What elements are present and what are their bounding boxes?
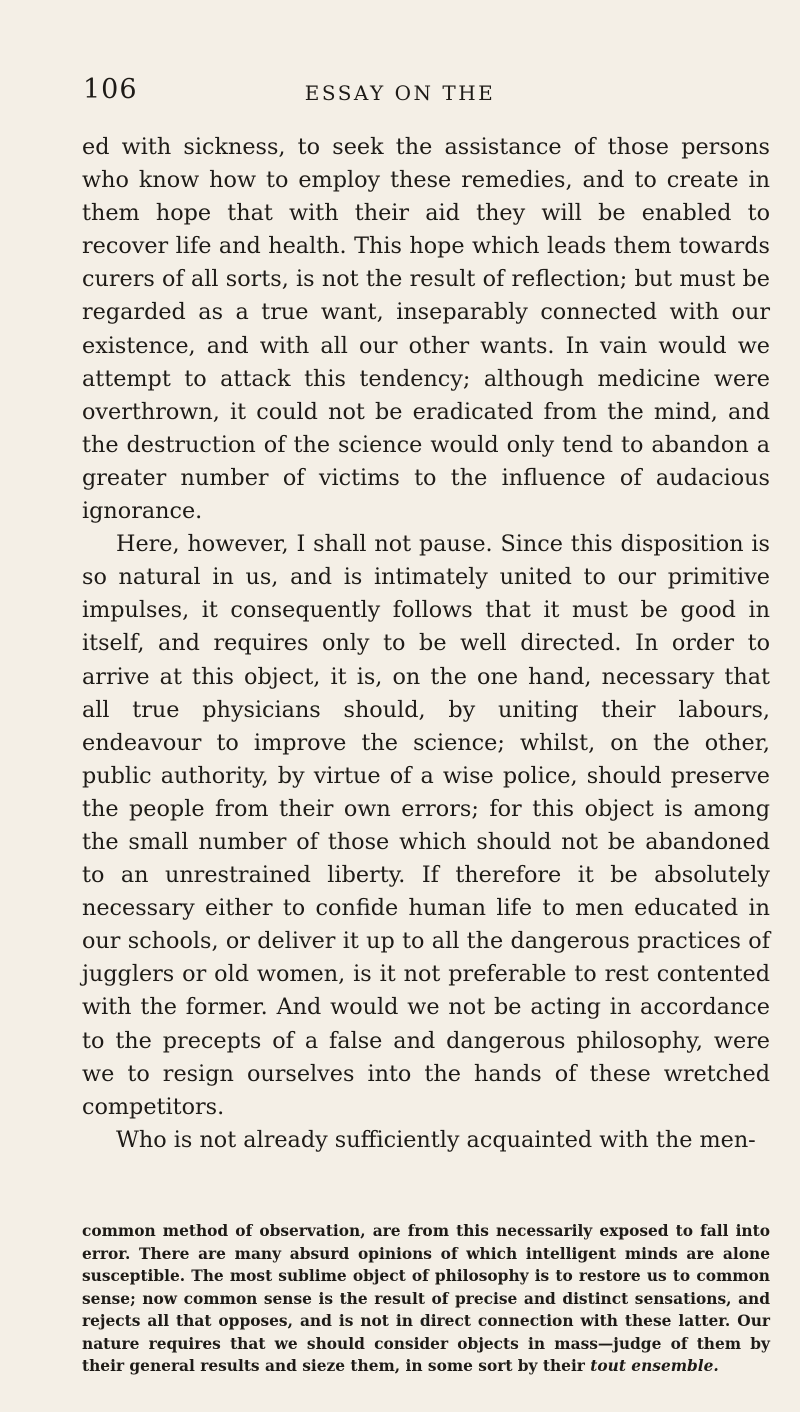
page-number: 106 (83, 74, 138, 105)
running-head: ESSAY ON THE (304, 81, 496, 105)
footnote-italic-phrase: tout ensemble. (590, 1357, 719, 1375)
body-text (82, 131, 770, 1157)
footnote-text: common method of observation, are from this necessarily exposed to fall into error. There are many absurd opinions of which intelligent minds are alone susceptible. The most sublime object of philosophy is to restore us to common sense; now common sense is the result of precise and distinct sensations, and rejects all that opposes, and is not in direct connection with these latter. Our nature requires that we should consider objects in mass—judge of them by their general results and sieze them, in some sort by their (82, 1222, 770, 1375)
footnote (82, 1220, 770, 1378)
paragraph-2: Here, however, I shall not pause. Since this disposition is so natural in us, and is intimately united to our primitive impulses, it consequently follows that it must be good in itself, and requires only to be well directed. In order to arrive at this object, it is, on the one hand, necessary that all true physicians should, by uniting their labours, endeavour to improve the science; whilst, on the other, public authority, by virtue of a wise police, should preserve the people from their own errors; for this object is among the small number of those which should not be abandoned to an unrestrained liberty. If therefore it be absolutely necessary either to confide human life to men educated in our schools, or deliver it up to all the dangerous practices of jugglers or old women, is it not preferable to rest contented with the former. And would we not be acting in accordance to the precepts of a false and dangerous philosophy, were we to resign ourselves into the hands of these wretched competitors. (82, 531, 770, 1120)
paragraph-3: Who is not already sufficiently acquainted with the men- (116, 1126, 756, 1153)
paragraph-1: ed with sickness, to seek the assistance of those persons who know how to employ these remedies, and to create in them hope that with their aid they will be enabled to recover life and health. This hope which leads them towards curers of all sorts, is not the result of reflection; but must be regarded as a true want, inseparably connected with our existence, and with all our other wants. In vain would we attempt to attack this tendency; although medicine were overthrown, it could not be eradicated from the mind, and the destruction of the science would only tend to abandon a greater number of victims to the influence of audacious ignorance. (82, 134, 770, 525)
